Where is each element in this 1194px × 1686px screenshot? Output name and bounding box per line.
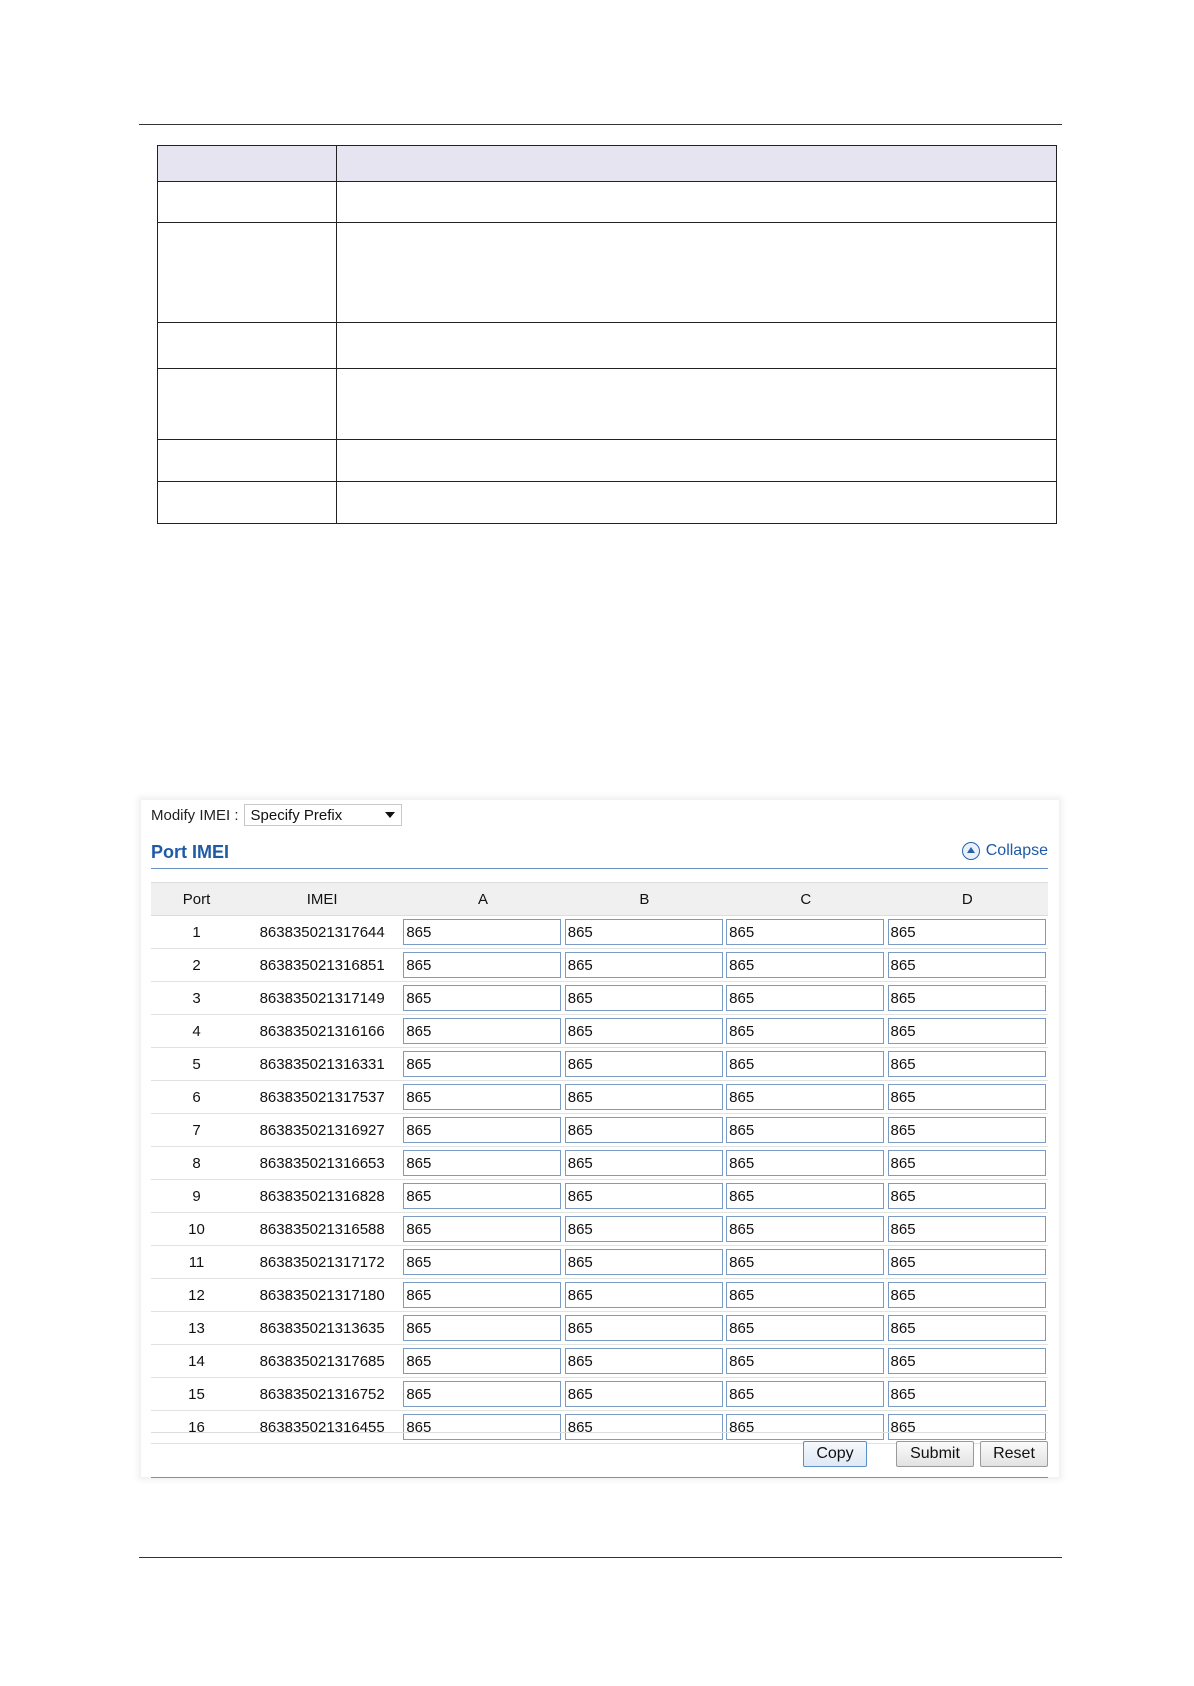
imei-prefix-input-d[interactable]: [888, 952, 1046, 978]
imei-prefix-cell: [402, 1345, 563, 1378]
imei-prefix-cell: [402, 1312, 563, 1345]
table-row: [151, 1147, 1048, 1180]
table-row: [151, 949, 1048, 982]
imei-prefix-input-c[interactable]: [726, 1084, 884, 1110]
imei-prefix-input-d[interactable]: [888, 1183, 1046, 1209]
imei-value: 863835021316166: [242, 1015, 402, 1048]
imei-prefix-cell: [564, 949, 725, 982]
imei-prefix-cell: [402, 1213, 563, 1246]
imei-prefix-input-a[interactable]: [403, 1249, 561, 1275]
imei-prefix-input-a[interactable]: [403, 1216, 561, 1242]
imei-prefix-input-d[interactable]: [888, 1150, 1046, 1176]
imei-prefix-cell: [887, 1378, 1048, 1411]
imei-prefix-input-b[interactable]: [565, 1381, 723, 1407]
imei-prefix-input-b[interactable]: [565, 1249, 723, 1275]
modify-imei-select[interactable]: [244, 804, 402, 826]
section-header: [151, 840, 1048, 869]
imei-prefix-input-c[interactable]: [726, 952, 884, 978]
table-row: [151, 1279, 1048, 1312]
imei-prefix-cell: [887, 1213, 1048, 1246]
imei-prefix-cell: [564, 1180, 725, 1213]
imei-prefix-cell: [725, 1345, 886, 1378]
table-row: [151, 1213, 1048, 1246]
imei-prefix-input-a[interactable]: [403, 1348, 561, 1374]
imei-prefix-input-c[interactable]: [726, 985, 884, 1011]
document-table-row: [158, 440, 1057, 482]
imei-value: 863835021316927: [242, 1114, 402, 1147]
imei-prefix-input-d[interactable]: [888, 1315, 1046, 1341]
imei-prefix-input-a[interactable]: [403, 1018, 561, 1044]
imei-prefix-cell: [564, 1246, 725, 1279]
table-row: [151, 1378, 1048, 1411]
imei-prefix-input-c[interactable]: [726, 1381, 884, 1407]
copy-button[interactable]: Copy: [803, 1441, 867, 1467]
imei-prefix-input-c[interactable]: [726, 1249, 884, 1275]
imei-table-body: [151, 916, 1048, 1444]
imei-prefix-cell: [887, 1114, 1048, 1147]
imei-prefix-input-c[interactable]: [726, 919, 884, 945]
port-number: 7: [151, 1114, 242, 1147]
imei-prefix-cell: [402, 1180, 563, 1213]
imei-prefix-cell: [725, 1312, 886, 1345]
imei-prefix-cell: [564, 1015, 725, 1048]
imei-prefix-cell: [887, 1180, 1048, 1213]
imei-value: 863835021317537: [242, 1081, 402, 1114]
port-number: 9: [151, 1180, 242, 1213]
imei-prefix-input-a[interactable]: [403, 1183, 561, 1209]
imei-prefix-input-b[interactable]: [565, 1315, 723, 1341]
table-row: [151, 916, 1048, 949]
imei-prefix-input-a[interactable]: [403, 1381, 561, 1407]
document-table-header: [158, 146, 1057, 182]
column-header-d: D: [887, 883, 1048, 916]
imei-prefix-input-b[interactable]: [565, 1282, 723, 1308]
imei-prefix-cell: [725, 1147, 886, 1180]
imei-prefix-input-b[interactable]: [565, 1117, 723, 1143]
imei-prefix-input-d[interactable]: [888, 1348, 1046, 1374]
imei-prefix-cell: [564, 1378, 725, 1411]
port-number: 2: [151, 949, 242, 982]
imei-prefix-input-d[interactable]: [888, 1084, 1046, 1110]
imei-prefix-cell: [725, 1015, 886, 1048]
imei-prefix-cell: [887, 1147, 1048, 1180]
imei-value: 863835021316851: [242, 949, 402, 982]
port-number: 10: [151, 1213, 242, 1246]
imei-prefix-input-c[interactable]: [726, 1018, 884, 1044]
imei-prefix-input-b[interactable]: [565, 1051, 723, 1077]
imei-prefix-cell: [887, 916, 1048, 949]
collapse-button[interactable]: [962, 842, 1048, 860]
table-row: [151, 1345, 1048, 1378]
port-number: 11: [151, 1246, 242, 1279]
imei-prefix-input-c[interactable]: [726, 1216, 884, 1242]
imei-prefix-input-b[interactable]: [565, 985, 723, 1011]
imei-prefix-cell: [564, 916, 725, 949]
table-row: [151, 1312, 1048, 1345]
imei-prefix-input-a[interactable]: [403, 1084, 561, 1110]
port-number: 5: [151, 1048, 242, 1081]
port-number: 13: [151, 1312, 242, 1345]
document-table-row: [158, 482, 1057, 524]
imei-prefix-input-a[interactable]: [403, 1051, 561, 1077]
imei-prefix-cell: [402, 1147, 563, 1180]
imei-value: 863835021316828: [242, 1180, 402, 1213]
imei-prefix-input-c[interactable]: [726, 1348, 884, 1374]
imei-prefix-cell: [725, 1114, 886, 1147]
imei-prefix-cell: [887, 1279, 1048, 1312]
imei-prefix-cell: [402, 1048, 563, 1081]
imei-prefix-input-b[interactable]: [565, 1018, 723, 1044]
imei-prefix-input-b[interactable]: [565, 919, 723, 945]
port-number: 16: [151, 1411, 242, 1444]
page-header-rule: [139, 124, 1062, 125]
table-row: [151, 1081, 1048, 1114]
document-table-row: [158, 182, 1057, 223]
imei-table: [151, 882, 1048, 1444]
imei-value: 863835021316331: [242, 1048, 402, 1081]
imei-prefix-input-d[interactable]: [888, 919, 1046, 945]
imei-prefix-input-d[interactable]: [888, 1282, 1046, 1308]
imei-value: 863835021317172: [242, 1246, 402, 1279]
imei-value: 863835021316653: [242, 1147, 402, 1180]
imei-prefix-cell: [564, 1081, 725, 1114]
imei-prefix-cell: [887, 1048, 1048, 1081]
section-title: Port IMEI: [151, 842, 230, 862]
imei-prefix-cell: [725, 1180, 886, 1213]
imei-prefix-cell: [725, 1213, 886, 1246]
document-table-row: [158, 369, 1057, 440]
imei-prefix-cell: [402, 1378, 563, 1411]
imei-prefix-input-a[interactable]: [403, 985, 561, 1011]
document-table: [157, 145, 1057, 524]
port-imei-panel: [141, 800, 1059, 1477]
imei-prefix-cell: [564, 1345, 725, 1378]
imei-value: 863835021313635: [242, 1312, 402, 1345]
imei-prefix-input-b[interactable]: [565, 1348, 723, 1374]
imei-prefix-input-c[interactable]: [726, 1315, 884, 1341]
modify-imei-row: [151, 802, 402, 828]
imei-prefix-input-d[interactable]: [888, 1249, 1046, 1275]
imei-prefix-input-a[interactable]: [403, 1315, 561, 1341]
imei-prefix-input-a[interactable]: [403, 1117, 561, 1143]
imei-value: 863835021316752: [242, 1378, 402, 1411]
column-header-c: C: [725, 883, 886, 916]
table-row: [151, 982, 1048, 1015]
imei-prefix-input-c[interactable]: [726, 1282, 884, 1308]
imei-prefix-input-a[interactable]: [403, 1150, 561, 1176]
column-header-b: B: [564, 883, 725, 916]
document-table-row: [158, 323, 1057, 369]
imei-prefix-cell: [402, 1279, 563, 1312]
imei-prefix-input-b[interactable]: [565, 1216, 723, 1242]
imei-prefix-cell: [725, 1081, 886, 1114]
imei-prefix-cell: [887, 1246, 1048, 1279]
imei-prefix-cell: [402, 916, 563, 949]
column-header-imei: IMEI: [242, 883, 402, 916]
imei-value: 863835021316588: [242, 1213, 402, 1246]
port-number: 3: [151, 982, 242, 1015]
imei-value: 863835021316455: [242, 1411, 402, 1444]
port-number: 4: [151, 1015, 242, 1048]
imei-prefix-input-c[interactable]: [726, 1051, 884, 1077]
column-header-port: Port: [151, 883, 242, 916]
table-row: [151, 1246, 1048, 1279]
imei-prefix-input-b[interactable]: [565, 1150, 723, 1176]
imei-prefix-cell: [564, 982, 725, 1015]
imei-prefix-input-d[interactable]: [888, 1018, 1046, 1044]
imei-prefix-cell: [725, 1378, 886, 1411]
imei-prefix-input-c[interactable]: [726, 1183, 884, 1209]
imei-value: 863835021317180: [242, 1279, 402, 1312]
imei-prefix-cell: [402, 1081, 563, 1114]
table-row: [151, 1114, 1048, 1147]
imei-prefix-cell: [725, 1246, 886, 1279]
submit-button[interactable]: Submit: [896, 1441, 974, 1467]
imei-prefix-input-a[interactable]: [403, 952, 561, 978]
imei-prefix-cell: [564, 1048, 725, 1081]
imei-prefix-input-a[interactable]: [403, 1282, 561, 1308]
imei-prefix-cell: [725, 982, 886, 1015]
table-row: [151, 1180, 1048, 1213]
imei-prefix-input-c[interactable]: [726, 1117, 884, 1143]
imei-value: 863835021317644: [242, 916, 402, 949]
port-number: 15: [151, 1378, 242, 1411]
imei-prefix-cell: [564, 1114, 725, 1147]
collapse-up-icon: [962, 842, 980, 860]
imei-prefix-cell: [402, 1114, 563, 1147]
imei-prefix-cell: [564, 1147, 725, 1180]
imei-prefix-cell: [725, 1048, 886, 1081]
imei-prefix-cell: [887, 1015, 1048, 1048]
reset-button[interactable]: Reset: [980, 1441, 1048, 1467]
page-footer-rule: [139, 1557, 1062, 1558]
imei-prefix-input-d[interactable]: [888, 1216, 1046, 1242]
imei-prefix-cell: [402, 1246, 563, 1279]
imei-value: 863835021317685: [242, 1345, 402, 1378]
imei-prefix-cell: [725, 916, 886, 949]
imei-prefix-input-d[interactable]: [888, 1051, 1046, 1077]
imei-prefix-cell: [564, 1213, 725, 1246]
imei-prefix-input-d[interactable]: [888, 1117, 1046, 1143]
imei-prefix-input-b[interactable]: [565, 1084, 723, 1110]
imei-prefix-cell: [887, 1312, 1048, 1345]
imei-prefix-cell: [887, 949, 1048, 982]
imei-prefix-cell: [887, 1345, 1048, 1378]
document-table-row: [158, 223, 1057, 323]
imei-prefix-input-b[interactable]: [565, 952, 723, 978]
imei-value: 863835021317149: [242, 982, 402, 1015]
port-number: 1: [151, 916, 242, 949]
imei-prefix-cell: [887, 1081, 1048, 1114]
port-number: 14: [151, 1345, 242, 1378]
imei-table-header: [151, 883, 1048, 916]
imei-prefix-cell: [402, 949, 563, 982]
button-bar: [151, 1432, 1048, 1478]
imei-prefix-input-c[interactable]: [726, 1150, 884, 1176]
imei-prefix-cell: [564, 1279, 725, 1312]
imei-prefix-input-a[interactable]: [403, 919, 561, 945]
table-row: [151, 1015, 1048, 1048]
imei-prefix-cell: [564, 1312, 725, 1345]
port-number: 8: [151, 1147, 242, 1180]
chevron-down-icon: [385, 812, 395, 818]
imei-prefix-cell: [725, 1279, 886, 1312]
imei-prefix-cell: [725, 949, 886, 982]
table-row: [151, 1048, 1048, 1081]
imei-prefix-input-b[interactable]: [565, 1183, 723, 1209]
imei-prefix-cell: [402, 982, 563, 1015]
imei-prefix-cell: [402, 1015, 563, 1048]
modify-imei-label: Modify IMEI :: [151, 806, 239, 824]
collapse-label: Collapse: [985, 842, 1048, 859]
port-number: 6: [151, 1081, 242, 1114]
modify-imei-selected: Specify Prefix: [250, 806, 343, 824]
column-header-a: A: [402, 883, 563, 916]
imei-prefix-cell: [887, 982, 1048, 1015]
port-number: 12: [151, 1279, 242, 1312]
imei-prefix-input-d[interactable]: [888, 1381, 1046, 1407]
imei-prefix-input-d[interactable]: [888, 985, 1046, 1011]
